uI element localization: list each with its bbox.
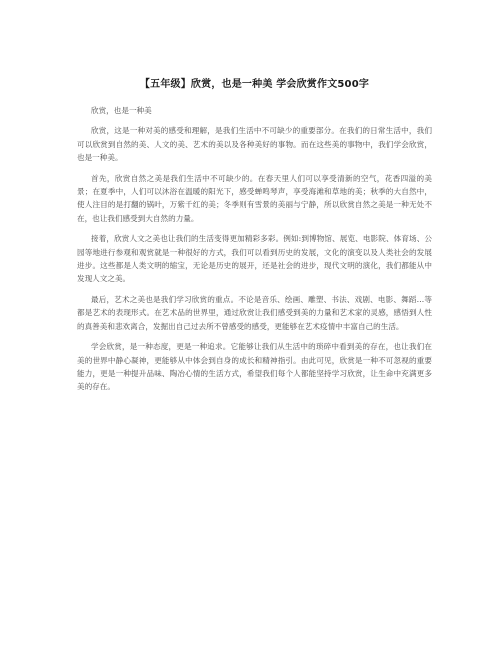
paragraph-subtitle: 欣赏，也是一种美	[91, 106, 152, 115]
paragraph-art: 最后，艺术之美也是我们学习欣赏的重点。不论是音乐、绘画、雕塑、书法、戏剧、电影、舞蹈…等都是艺术的表现形式。在艺术品的世界里，通过欣赏让我们感受到美的力量和艺术家的灵感，感悟到人性的真善美和悲欢离合，发掘出自己过去所不曾感受的感受，更能够在艺术疫情中丰富自己的生活。	[77, 294, 432, 331]
paragraph-culture: 接着，欣赏人文之美也让我们的生活变得更加精彩多彩。例如:到博物馆、展览、电影院、体育场、公园等地进行参观和观赏就是一种很好的方式，我们可以看到历史的发展，文化的演变以及人类社会的发展进步。这些都是人类文明的缩宝，无论是历史的展开，还是社会的进步，现代文明的演化，我们都能从中发现人文之美。	[77, 234, 432, 284]
paragraph-nature: 首先，欣赏自然之美是我们生活中不可缺少的。在春天里人们可以享受清新的空气，花香四溢的美景；在夏季中，人们可以沐浴在温暖的阳光下，感受蝉鸣琴声，享受海滩和草地的美；秋季的大自然中，使人注目的是打翻的锅叶，万紫千红的美；冬季则有雪景的美丽与宁静，所以欣赏自然之美是一种无处不在，也让我们感受到大自然的力量。	[77, 173, 432, 223]
paragraph-intro: 欣赏，这是一种对美的感受和理解，是我们生活中不可缺少的重要部分。在我们的日常生活中，我们可以欣赏到自然的美、人文的美、艺术的美以及各种美好的事物。而在这些美的事物中，我们学会欣赏，也是一种美。	[77, 126, 432, 163]
paragraph-conclusion: 学会欣赏，是一种态度，更是一种追求。它能够让我们从生活中的琐碎中看到美的存在，也让我们在美的世界中静心凝神，更能够从中体会到自身的成长和精神指引。由此可见，欣赏是一种不可忽视的重要能力，更是一种提升品味、陶冶心情的生活方式，希望我们每个人都能坚持学习欣赏，让生命中充满更多美的存在。	[77, 342, 432, 392]
document-title: 【五年级】欣赏，也是一种美 学会欣赏作文500字	[139, 79, 370, 90]
